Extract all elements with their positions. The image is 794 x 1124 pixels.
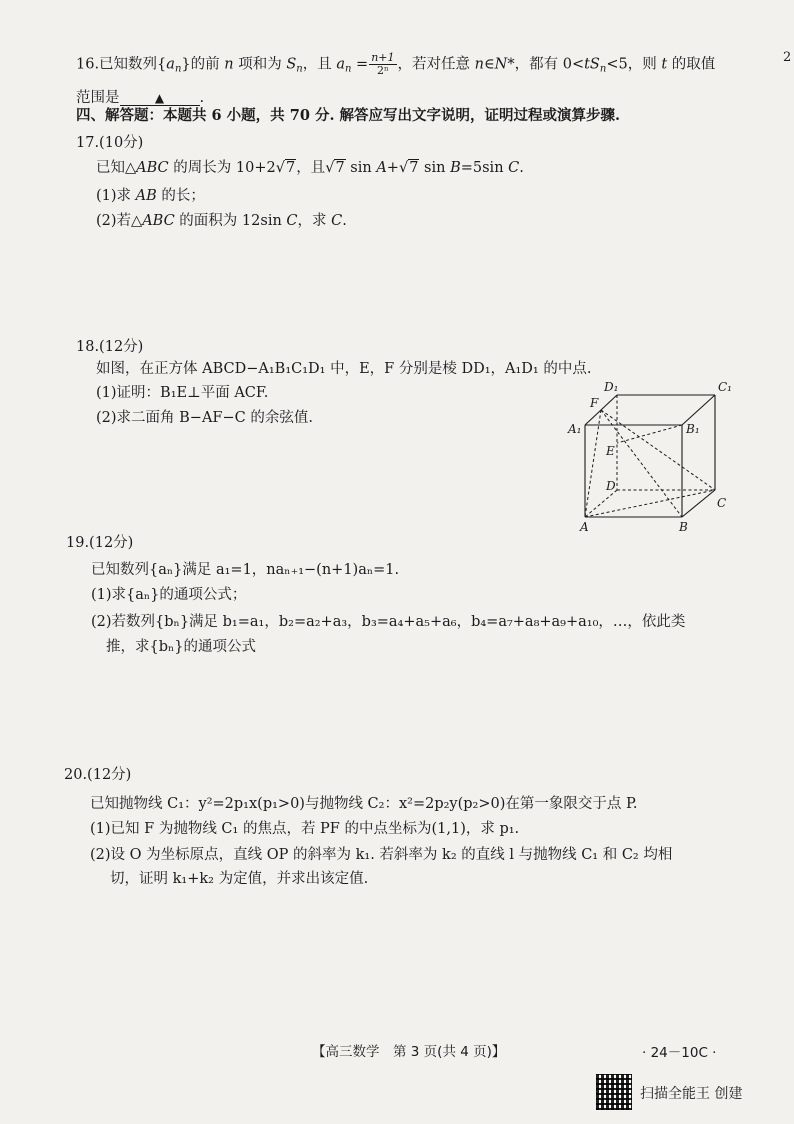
q20-part1: (1)已知 F 为抛物线 C₁ 的焦点，若 PF 的中点坐标为(1,1)，求 p₁. <box>90 821 520 837</box>
line-B1E <box>617 425 682 443</box>
q20-heading: 20.(12分) <box>64 767 132 783</box>
label-A: A <box>580 520 589 534</box>
q20-part2-cont: 切，证明 k₁+k₂ 为定值，并求出该定值. <box>110 871 369 887</box>
cube-diagram <box>560 375 740 540</box>
edge-mark: 2 <box>783 50 792 65</box>
line-FA <box>585 410 601 517</box>
paper-code: · 24－10C · <box>642 1045 717 1061</box>
label-B: B <box>679 520 688 534</box>
label-A1: A₁ <box>568 422 582 436</box>
q20-line1: 已知抛物线 C₁：y²=2p₁x(p₁>0)与抛物线 C₂：x²=2p₂y(p₂>0)在第一象限交于点 P. <box>90 796 638 812</box>
q19-line1: 已知数列{aₙ}满足 a₁=1，naₙ₊₁−(n+1)aₙ=1. <box>91 562 400 578</box>
qr-code-icon <box>596 1074 632 1110</box>
scanner-watermark: 扫描全能王 创建 <box>640 1086 743 1102</box>
q19-part1: (1)求{aₙ}的通项公式； <box>91 587 247 603</box>
q19-part2: (2)若数列{bₙ}满足 b₁=a₁，b₂=a₂+a₃，b₃=a₄+a₅+a₆，b₄=a₇+a₈+a₉+a₁₀，…，依此类 <box>91 614 686 630</box>
q19-part2-cont: 推，求{bₙ}的通项公式 <box>106 639 257 655</box>
label-F: F <box>590 396 599 410</box>
line-FB <box>601 410 682 517</box>
answer-blank: ▲ <box>120 91 200 106</box>
edge-C1B1 <box>682 395 715 425</box>
q18-heading: 18.(12分) <box>76 339 144 355</box>
q20-part2: (2)设 O 为坐标原点，直线 OP 的斜率为 k₁. 若斜率为 k₂ 的直线 l 与抛物线 C₁ 和 C₂ 均相 <box>90 847 673 863</box>
q19-heading: 19.(12分) <box>66 535 134 551</box>
q18-part1: (1)证明：B₁E⊥平面 ACF. <box>96 385 269 401</box>
q17-heading: 17.(10分) <box>76 135 144 151</box>
q18-part2: (2)求二面角 B−AF−C 的余弦值. <box>96 410 313 426</box>
q16-line2: 范围是 ▲ . <box>76 90 205 106</box>
label-E: E <box>606 444 615 458</box>
edge-CB <box>682 490 715 517</box>
q16-fraction: $\frac{n+1}{\text{2ⁿ}}$ <box>371 51 395 77</box>
label-D: D <box>606 479 616 493</box>
cube-figure <box>560 375 740 540</box>
q16-line1: 16.已知数列$\{a_n\}$的前 n 项和为 $S_n$，且 $a_n$ = $\frac{n+1}{\text{2ⁿ}}$ ，若对任意 n∈N*，都有 $0<tS_n<5$，则 t 的取值 <box>76 51 716 77</box>
q17-part1: (1)求 AB 的长； <box>96 188 205 204</box>
q17-part2: (2)若△ABC 的面积为 12sin C，求 C. <box>96 213 347 229</box>
label-B1: B₁ <box>686 422 700 436</box>
label-C1: C₁ <box>718 380 732 394</box>
label-D1: D₁ <box>604 380 619 394</box>
page-footer: 【高三数学 第 3 页(共 4 页)】 <box>312 1044 506 1060</box>
line-AC <box>585 490 715 517</box>
label-C: C <box>717 496 727 510</box>
q18-line1: 如图，在正方体 ABCD−A₁B₁C₁D₁ 中，E，F 分别是棱 DD₁，A₁D₁ 的中点. <box>96 361 592 377</box>
q17-line1: 已知△ABC 的周长为 10+2√7，且√7 sin A+√7 sin B=5sin C. <box>96 160 524 176</box>
section-heading: 四、解答题：本题共 6 小题，共 70 分. 解答应写出文字说明，证明过程或演算步骤. <box>76 107 621 124</box>
edge-DA <box>585 490 617 517</box>
